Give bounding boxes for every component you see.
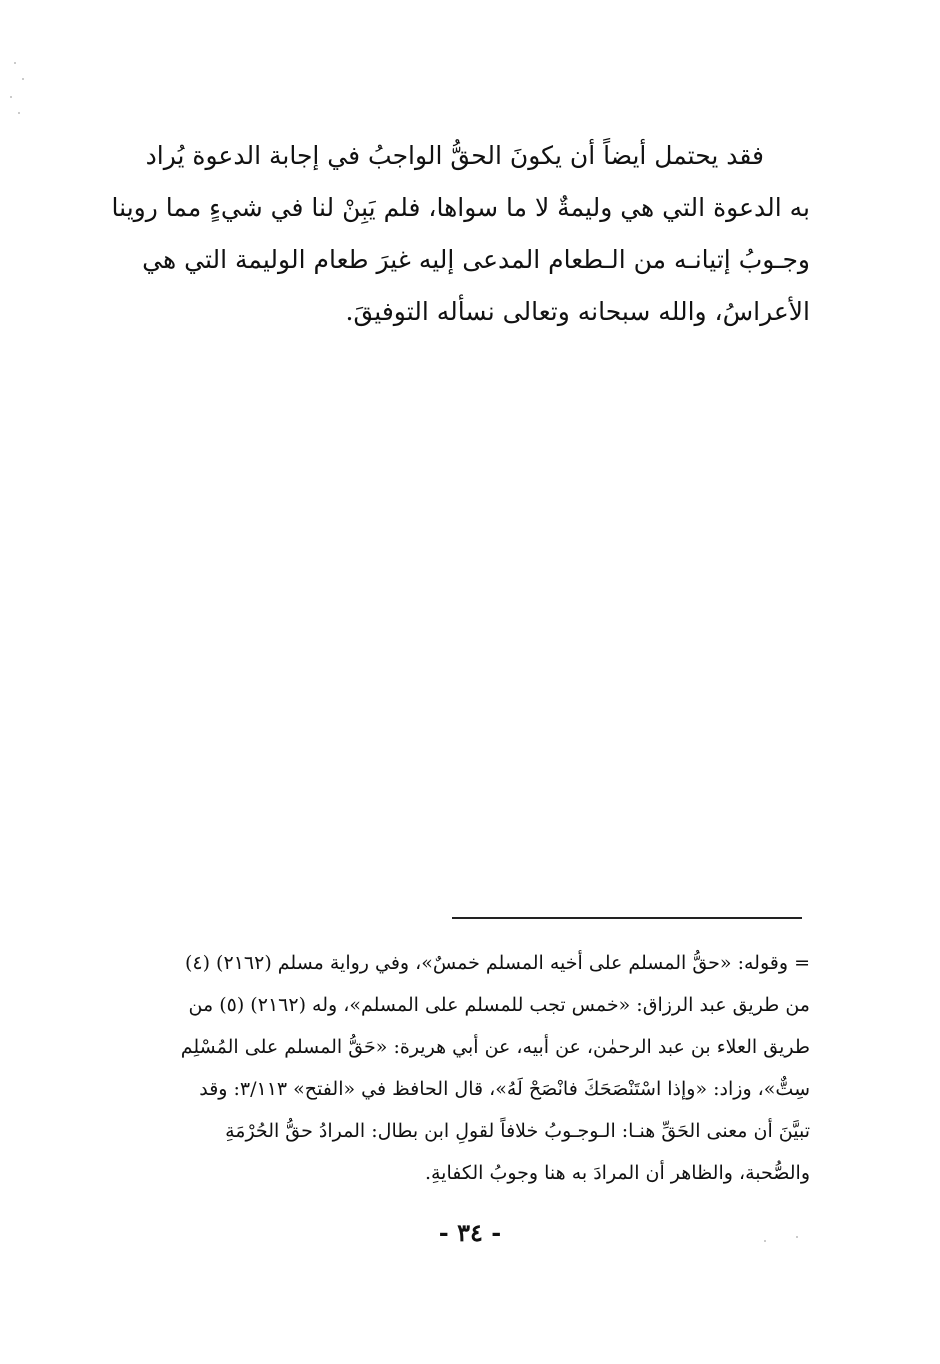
scan-speck — [796, 1236, 798, 1238]
scan-speck — [10, 96, 12, 98]
footnote-line: والصُّحبة، والظاهر أن المرادَ به هنا وجوبُ الكفايةِ. — [424, 1162, 810, 1184]
scan-speck — [14, 62, 16, 64]
footnote-separator — [452, 917, 802, 919]
scan-speck — [22, 78, 24, 80]
footnote-line: تبيَّنَ أن معنى الحَقِّ هنـا: الـوجـوبُ خلافاً لقولِ ابن بطال: المرادُ حقُّ الحُرْمَةِ — [225, 1120, 810, 1142]
footnote-line: من طريق عبد الرزاق: «خمس تجب للمسلم على المسلم»، وله (٢١٦٢) (٥) من — [188, 994, 810, 1016]
footnote-line: طريق العلاء بن عبد الرحمٰن، عن أبيه، عن أبي هريرة: «حَقُّ المسلم على المُسْلِم — [180, 1036, 810, 1058]
main-text-line: الأعراسُ، والله سبحانه وتعالى نسأله التوفيقَ. — [345, 297, 810, 326]
footnotes — [100, 942, 810, 1194]
page-number: - ٣٤ - — [438, 1218, 502, 1247]
footnote-line: = وقوله: «حقُّ المسلم على أخيه المسلم خمسٌ»، وفي رواية مسلم (٢١٦٢) (٤) — [184, 952, 810, 974]
main-text-line: وجـوبُ إتيانـه من الـطعام المدعى إليه غيرَ طعام الوليمة التي هي — [142, 245, 810, 274]
scan-speck — [18, 112, 20, 114]
main-text-line: به الدعوة التي هي وليمةٌ لا ما سواها، فلم يَبِنْ لنا في شيءٍ مما روينا — [111, 193, 810, 222]
main-text-line: فقد يحتمل أيضاً أن يكونَ الحقُّ الواجبُ في إجابة الدعوة يُراد — [145, 141, 764, 170]
scan-speck — [764, 1240, 766, 1242]
footnote-line: سِتٌّ»، وزاد: «وإذا اسْتَنْصَحَكَ فانْصَحْ لَهُ»، قال الحافظ في «الفتح» ٣/١١٣: وقد — [199, 1078, 810, 1100]
main-body-text — [100, 130, 810, 338]
